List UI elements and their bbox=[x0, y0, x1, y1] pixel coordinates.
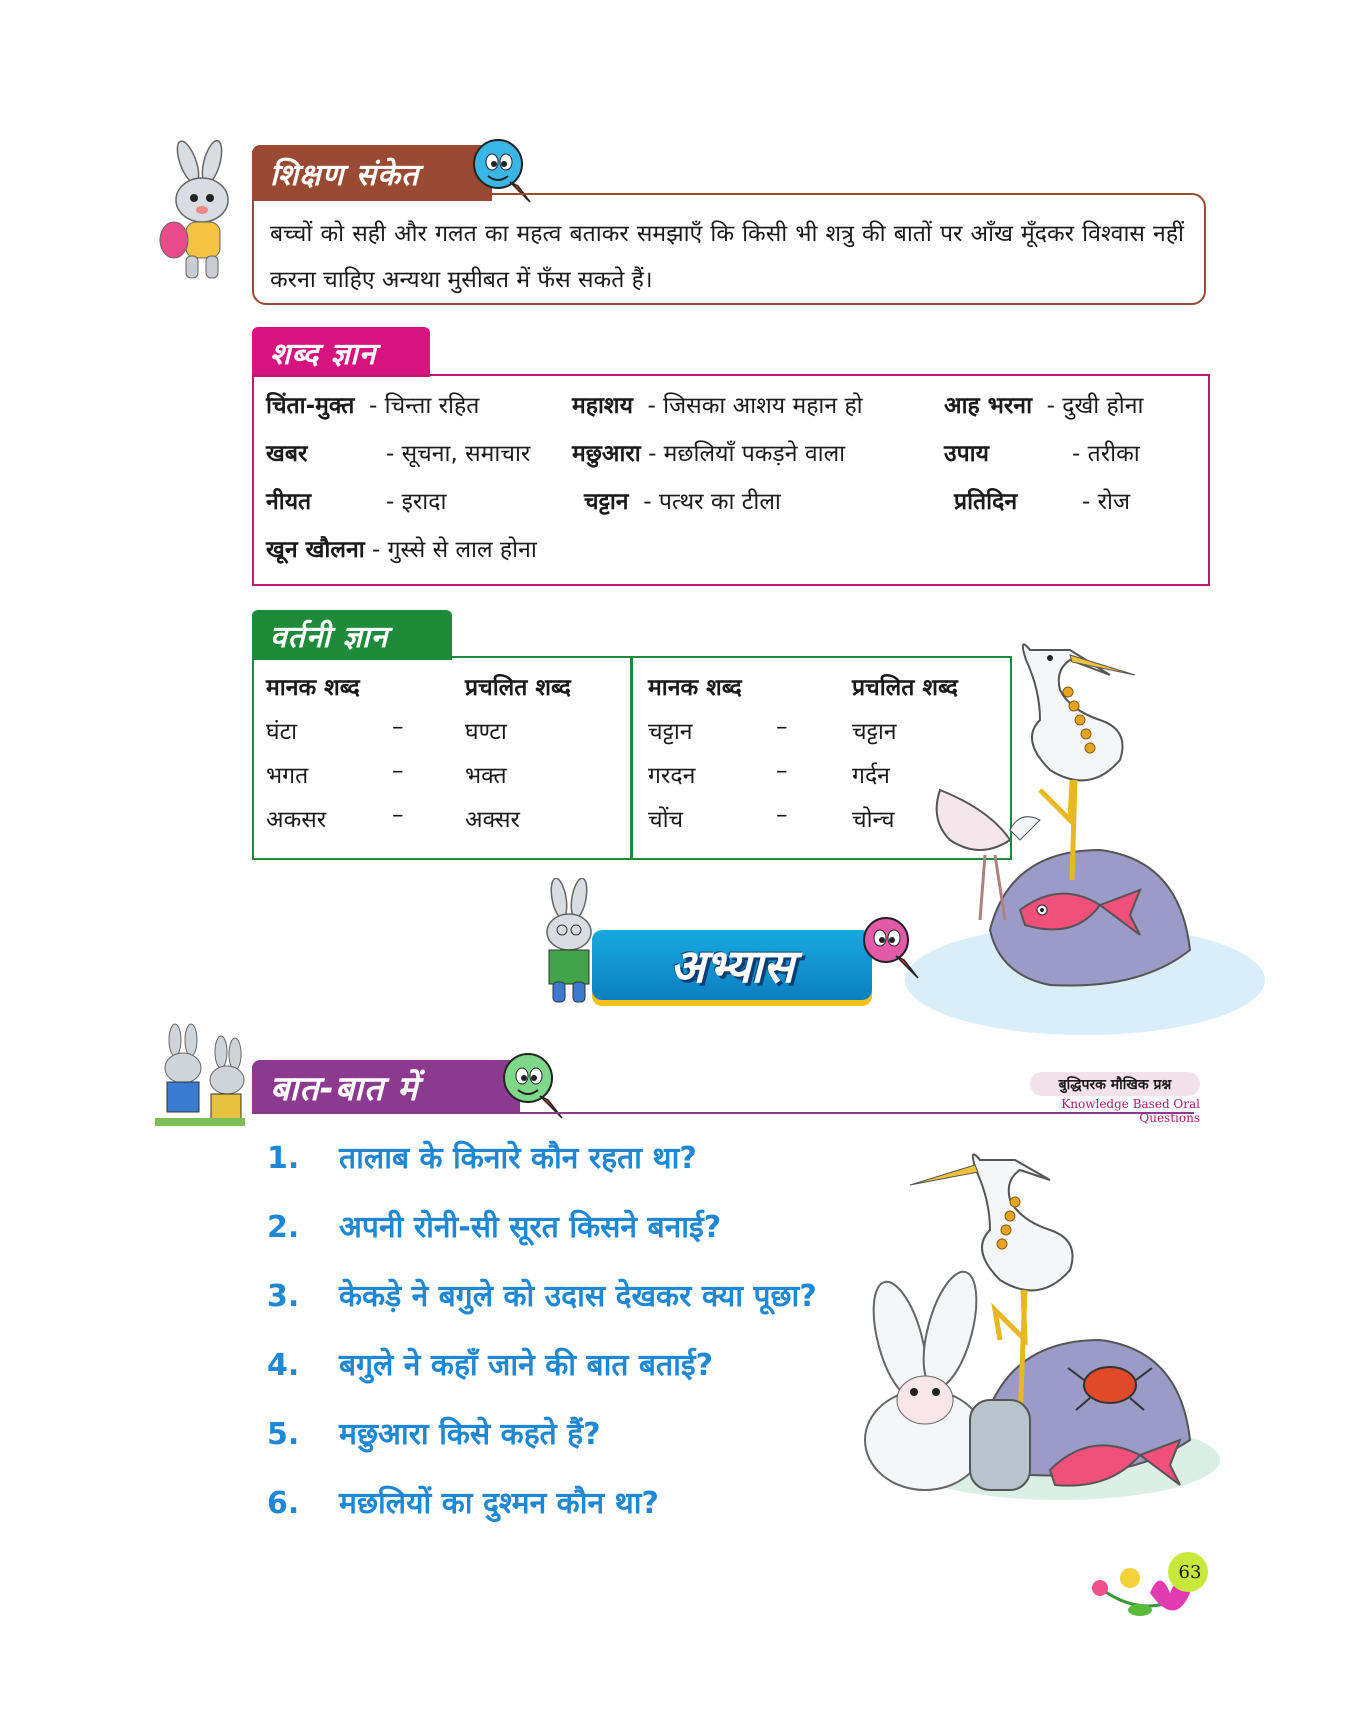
shikshan-heading-text: शिक्षण संकेत bbox=[270, 157, 420, 193]
table-divider bbox=[630, 656, 633, 860]
shikshan-text: बच्चों को सही और गलत का महत्व बताकर समझाएँ कि किसी भी शत्रु की बातों पर आँख मूँदकर विश्वास नहीं करना चाहिए अन्यथा मुसीबत में फँस सकते हैं। bbox=[270, 221, 1184, 293]
word-meaning: - सूचना, समाचार bbox=[386, 441, 531, 467]
word-entry bbox=[572, 388, 863, 420]
word: उपाय bbox=[944, 441, 989, 467]
word: चिंता-मुक्त bbox=[266, 393, 355, 419]
dash: – bbox=[776, 714, 788, 740]
word-meaning: - पत्थर का टीला bbox=[643, 489, 781, 515]
shabd-gyan-heading bbox=[252, 327, 430, 377]
standard-word: चट्टान bbox=[648, 719, 693, 745]
word-entry bbox=[266, 388, 479, 420]
question-item bbox=[267, 1481, 659, 1522]
word-entry bbox=[944, 436, 989, 468]
word: प्रतिदिन bbox=[954, 489, 1018, 515]
word: खून खौलना bbox=[266, 537, 365, 563]
word: नीयत bbox=[266, 489, 312, 515]
question-item bbox=[267, 1136, 697, 1177]
question-number: 2. bbox=[267, 1210, 300, 1245]
question-text: केकड़े ने बगुले को उदास देखकर क्या पूछा? bbox=[339, 1279, 817, 1314]
column-header-common: प्रचलित शब्द bbox=[465, 675, 571, 701]
word: महाशय bbox=[572, 393, 633, 419]
word: खबर bbox=[266, 441, 308, 467]
oral-questions-badge: बुद्धिपरक मौखिक प्रश्न bbox=[1030, 1072, 1200, 1096]
oral-questions-subtitle: Knowledge Based Oral Questions bbox=[1061, 1097, 1200, 1125]
common-word: चट्टान bbox=[852, 719, 897, 745]
word-meaning: - जिसका आशय महान हो bbox=[647, 393, 863, 419]
question-text: मछुआरा किसे कहते हैं? bbox=[339, 1417, 601, 1452]
word-entry bbox=[584, 484, 781, 516]
common-word: चोन्च bbox=[852, 807, 895, 833]
shabd-gyan-box bbox=[252, 374, 1210, 586]
dash: – bbox=[776, 758, 788, 784]
question-text: मछलियों का दुश्मन कौन था? bbox=[339, 1486, 659, 1521]
common-word: घण्टा bbox=[465, 719, 507, 745]
dash: – bbox=[776, 802, 788, 828]
dash: – bbox=[392, 758, 404, 784]
page-number: 63 bbox=[1178, 1562, 1202, 1583]
baat-baat-mein-heading bbox=[252, 1060, 520, 1114]
abhyas-heading-text: अभ्यास bbox=[670, 939, 794, 993]
word-meaning: - दुखी होना bbox=[1046, 393, 1144, 419]
abhyas-banner bbox=[592, 930, 872, 1000]
question-text: अपनी रोनी-सी सूरत किसने बनाई? bbox=[339, 1210, 722, 1245]
column-header-standard: मानक शब्द bbox=[648, 675, 742, 701]
word-meaning: - रोज bbox=[1082, 489, 1131, 515]
column-header-standard: मानक शब्द bbox=[266, 675, 360, 701]
rabbits-playing-illustration bbox=[145, 1022, 255, 1134]
question-item bbox=[267, 1343, 713, 1384]
question-number: 5. bbox=[267, 1417, 300, 1452]
question-text: तालाब के किनारे कौन रहता था? bbox=[339, 1141, 697, 1176]
common-word: गर्दन bbox=[852, 763, 890, 789]
question-number: 6. bbox=[267, 1486, 300, 1521]
word: आह भरना bbox=[944, 393, 1033, 419]
column-header-common: प्रचलित शब्द bbox=[852, 675, 958, 701]
question-item bbox=[267, 1205, 721, 1246]
standard-word: घंटा bbox=[266, 719, 298, 745]
crane-crab-rabbit-illustration bbox=[830, 1140, 1230, 1540]
dash: – bbox=[392, 802, 404, 828]
vartani-heading-text: वर्तनी ज्ञान bbox=[270, 619, 389, 655]
word-meaning: - तरीका bbox=[1072, 441, 1140, 467]
word-entry bbox=[944, 388, 1143, 420]
word-meaning: - गुस्से से लाल होना bbox=[372, 537, 537, 563]
question-item bbox=[267, 1412, 601, 1453]
question-text: बगुले ने कहाँ जाने की बात बताई? bbox=[339, 1348, 714, 1383]
common-word: भक्त bbox=[465, 763, 507, 789]
question-item bbox=[267, 1274, 817, 1315]
word-entry bbox=[572, 436, 845, 468]
baat-heading-text: बात-बात में bbox=[270, 1069, 419, 1109]
word-meaning: - इरादा bbox=[386, 489, 447, 515]
standard-word: चोंच bbox=[648, 807, 684, 833]
dash: – bbox=[392, 714, 404, 740]
question-number: 1. bbox=[267, 1141, 300, 1176]
common-word: अक्सर bbox=[465, 807, 520, 833]
word-meaning: - मछलियाँ पकड़ने वाला bbox=[648, 441, 846, 467]
word-entry bbox=[954, 484, 1017, 516]
question-number: 3. bbox=[267, 1279, 300, 1314]
pink-pencil-mascot-icon bbox=[856, 910, 926, 986]
rabbit-with-egg-illustration bbox=[150, 140, 260, 290]
word-entry bbox=[266, 532, 537, 564]
word-meaning: - चिन्ता रहित bbox=[369, 393, 480, 419]
standard-word: अकसर bbox=[266, 807, 327, 833]
crane-on-rock-illustration bbox=[900, 630, 1270, 1050]
standard-word: गरदन bbox=[648, 763, 696, 789]
vartani-gyan-heading bbox=[252, 610, 452, 660]
word: मछुआरा bbox=[572, 441, 641, 467]
question-number: 4. bbox=[267, 1348, 300, 1383]
shikshan-sanket-box bbox=[252, 193, 1206, 305]
word-entry bbox=[266, 484, 311, 516]
word-entry bbox=[266, 436, 307, 468]
shabd-heading-text: शब्द ज्ञान bbox=[270, 336, 377, 372]
word: चट्टान bbox=[584, 489, 629, 515]
standard-word: भगत bbox=[266, 763, 309, 789]
green-pencil-mascot-icon bbox=[498, 1046, 570, 1126]
